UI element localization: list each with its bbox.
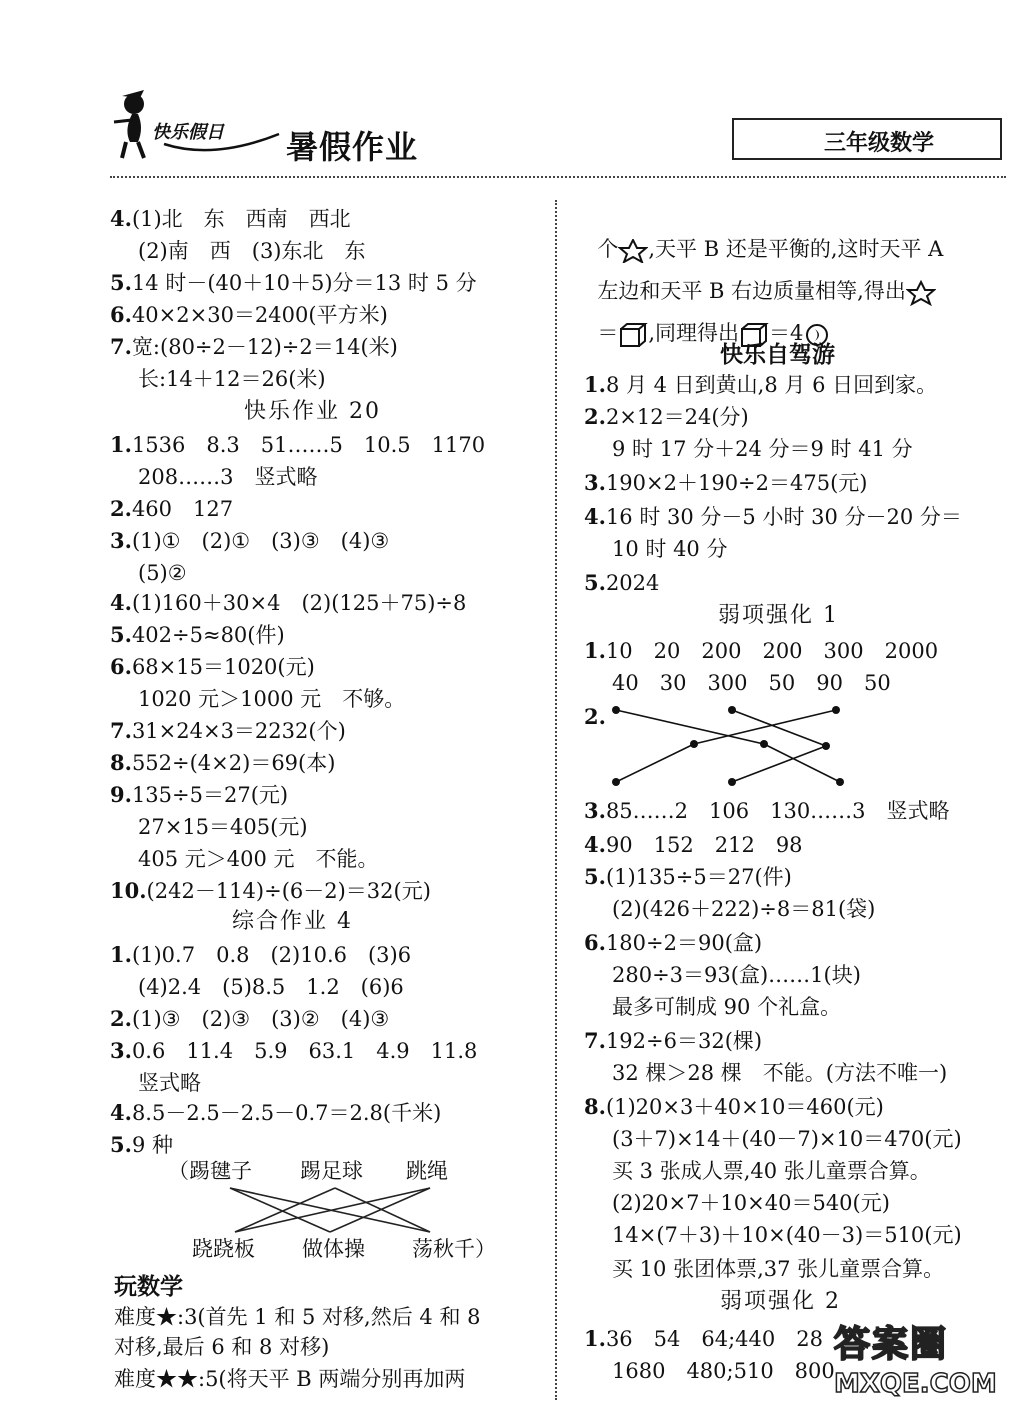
answer-line: (5)② <box>138 561 187 585</box>
answer-line: 40 30 300 50 90 50 <box>612 671 891 695</box>
answer-line: 10 时 40 分 <box>612 537 728 561</box>
section-title: 弱项强化 2 <box>720 1289 841 1314</box>
answer-line <box>110 654 315 680</box>
section-title: 综合作业 4 <box>232 909 353 934</box>
item-number: 1. <box>584 372 606 397</box>
top-item-3: 跳绳 <box>406 1159 448 1183</box>
answer-line <box>584 1028 762 1054</box>
answer-line <box>110 528 389 554</box>
answer-line <box>584 372 937 398</box>
section-title: 弱项强化 1 <box>718 603 839 628</box>
section-title: 快乐作业 20 <box>244 399 381 424</box>
answer-text: 180÷2＝90(盒) <box>605 931 763 955</box>
answer-text: 2024 <box>605 571 660 595</box>
logo-text: 快乐假日 <box>152 122 224 143</box>
answer-text: 68×15＝1020(元) <box>131 655 315 679</box>
answer-line <box>110 1132 173 1158</box>
answer-line: (2)20×7＋10×40＝540(元) <box>612 1191 890 1215</box>
item-number: 3. <box>584 798 606 823</box>
item-number: 1. <box>584 638 606 663</box>
bottom-item-2: 做体操 <box>302 1237 365 1261</box>
answer-text: (1)③ (2)③ (3)② (4)③ <box>131 1007 390 1031</box>
answer-text: 8 月 4 日到黄山,8 月 6 日回到家。 <box>605 373 938 397</box>
answer-line <box>110 496 233 522</box>
answer-text: 402÷5≈80(件) <box>131 623 285 647</box>
answer-text: 10 20 200 200 300 2000 <box>605 639 939 663</box>
item-number: 7. <box>584 1028 606 1053</box>
answer-line <box>110 206 351 232</box>
answer-text: (1)0.7 0.8 (2)10.6 (3)6 <box>131 943 412 967</box>
answer-line <box>110 718 346 744</box>
answer-line <box>110 432 485 458</box>
right-line-3: ＝ ,同理得出 ＝4 <box>584 294 833 348</box>
section-title: 快乐自驾游 <box>720 342 835 368</box>
answer-line: (2)南 西 (3)东北 东 <box>138 239 366 263</box>
watermark-top: 答案圈 <box>834 1324 949 1365</box>
answer-line: 280÷3＝93(盒)……1(块) <box>612 963 861 987</box>
top-item-2: 踢足球 <box>300 1159 363 1183</box>
bottom-item-1: 跷跷板 <box>192 1237 255 1261</box>
answer-line <box>110 302 388 328</box>
answer-text: 40×2×30＝2400(平方米) <box>131 303 388 327</box>
answer-line <box>110 270 477 296</box>
item-number: 2. <box>584 404 606 429</box>
item-number: 7. <box>110 718 132 743</box>
page-title: 暑假作业 <box>286 128 419 166</box>
answer-line <box>584 638 938 664</box>
item-number: 4. <box>110 590 132 615</box>
item-number: 3. <box>110 1038 132 1063</box>
answer-text: (1)北 东 西南 西北 <box>131 207 351 231</box>
item-number: 3. <box>110 528 132 553</box>
answer-line <box>584 864 792 890</box>
item-number: 6. <box>110 302 132 327</box>
answer-line <box>110 942 411 968</box>
answer-line <box>584 570 659 596</box>
answer-line: 9 时 17 分＋24 分＝9 时 41 分 <box>612 437 913 461</box>
item-number: 1. <box>110 432 132 457</box>
answer-line <box>110 782 288 808</box>
answer-line <box>110 334 398 360</box>
answer-text: (1)20×3＋40×10＝460(元) <box>605 1095 884 1119</box>
answer-text: 宽:(80÷2－12)÷2＝14(米) <box>131 335 398 359</box>
item-number: 5. <box>110 1132 132 1157</box>
item-number: 6. <box>110 654 132 679</box>
item-number: 4. <box>584 832 606 857</box>
answer-line: 难度★★:5(将天平 B 两端分别再加两 <box>114 1367 466 1391</box>
watermark-bottom: MXQE.COM <box>834 1369 997 1399</box>
answer-text: 135÷5＝27(元) <box>131 783 289 807</box>
answer-line <box>110 750 335 776</box>
answer-text: 1536 8.3 51……5 10.5 1170 <box>131 433 486 457</box>
item-number: 8. <box>584 1094 606 1119</box>
answer-line <box>584 504 962 530</box>
answer-line <box>110 622 285 648</box>
item-number: 1. <box>110 942 132 967</box>
answer-line <box>584 930 762 956</box>
answer-text: (242－114)÷(6－2)＝32(元) <box>146 879 431 903</box>
answer-line: 对移,最后 6 和 8 对移) <box>114 1335 330 1359</box>
answer-text: 190×2＋190÷2＝475(元) <box>605 471 868 495</box>
answer-line <box>584 404 749 430</box>
answer-line: 1680 480;510 800 <box>612 1359 835 1383</box>
answer-text: (1)160＋30×4 (2)(125＋75)÷8 <box>131 591 467 615</box>
item-number: 1. <box>584 1326 606 1351</box>
answer-line: 难度★:3(首先 1 和 5 对移,然后 4 和 8 <box>114 1305 481 1329</box>
answer-line <box>584 704 606 730</box>
item-number: 5. <box>584 570 606 595</box>
item-number: 9. <box>110 782 132 807</box>
item-number: 5. <box>584 864 606 889</box>
answer-text: 192÷6＝32(棵) <box>605 1029 763 1053</box>
answer-line: 最多可制成 90 个礼盒。 <box>612 995 842 1019</box>
item-number: 5. <box>110 622 132 647</box>
top-item-1: （踢毽子 <box>168 1159 252 1183</box>
answer-line: 405 元＞400 元 不能。 <box>138 847 379 871</box>
answer-line <box>110 1038 477 1064</box>
grade-label: 三年级数学 <box>824 131 935 156</box>
item-number: 2. <box>110 496 132 521</box>
answer-line <box>584 832 803 858</box>
answer-line: 27×15＝405(元) <box>138 815 308 839</box>
item-number: 6. <box>584 930 606 955</box>
item-number: 3. <box>584 470 606 495</box>
answer-line: 14×(7＋3)＋10×(40－3)＝510(元) <box>612 1223 962 1247</box>
answer-text: 2×12＝24(分) <box>605 405 749 429</box>
item-number: 8. <box>110 750 132 775</box>
answer-text: 90 152 212 98 <box>605 833 803 857</box>
answer-text: 9 种 <box>131 1133 173 1157</box>
section-title: 玩数学 <box>114 1274 183 1300</box>
answer-line: (2)(426＋222)÷8＝81(袋) <box>612 897 876 921</box>
answer-line: (4)2.4 (5)8.5 1.2 (6)6 <box>138 975 404 999</box>
answer-text: (1)135÷5＝27(件) <box>605 865 792 889</box>
answer-line <box>584 798 950 824</box>
answer-text: 31×24×3＝2232(个) <box>131 719 346 743</box>
answer-line <box>584 470 867 496</box>
item-number: 7. <box>110 334 132 359</box>
right-line-1: 个 ,天平 B 还是平衡的,这时天平 A <box>597 237 944 261</box>
answer-line: 买 3 张成人票,40 张儿童票合算。 <box>612 1159 931 1183</box>
answer-line <box>584 1326 823 1352</box>
answer-line <box>110 590 466 616</box>
item-number: 10. <box>110 878 147 903</box>
answer-text: 8.5－2.5－2.5－0.7＝2.8(千米) <box>131 1101 442 1125</box>
answer-line: 买 10 张团体票,37 张儿童票合算。 <box>612 1257 945 1281</box>
answer-text: 16 时 30 分－5 小时 30 分－20 分＝ <box>605 505 962 529</box>
right-line-2: 左边和天平 B 右边质量相等,得出 <box>584 252 936 306</box>
answer-line: (3＋7)×14＋(40－7)×10＝470(元) <box>612 1127 962 1151</box>
answer-text: 0.6 11.4 5.9 63.1 4.9 11.8 <box>131 1039 478 1063</box>
answer-line: 1020 元＞1000 元 不够。 <box>138 687 406 711</box>
answer-line: 208……3 竖式略 <box>138 465 318 489</box>
item-number: 4. <box>110 1100 132 1125</box>
answer-line <box>110 1006 389 1032</box>
answer-line <box>110 1100 441 1126</box>
answer-line: 长:14＋12＝26(米) <box>138 367 326 391</box>
item-number: 5. <box>110 270 132 295</box>
item-number: 2. <box>584 704 606 729</box>
answer-text: 552÷(4×2)＝69(本) <box>131 751 336 775</box>
answer-line: 竖式略 <box>138 1071 201 1095</box>
item-number: 4. <box>110 206 132 231</box>
answer-line <box>110 878 431 904</box>
answer-text: (1)① (2)① (3)③ (4)③ <box>131 529 390 553</box>
answer-line: 32 棵＞28 棵 不能。(方法不唯一) <box>612 1061 948 1085</box>
answer-line <box>584 1094 884 1120</box>
answer-text: 14 时－(40＋10＋5)分＝13 时 5 分 <box>131 271 477 295</box>
bottom-item-3: 荡秋千） <box>412 1237 496 1261</box>
item-number: 2. <box>110 1006 132 1031</box>
answer-text: 36 54 64;440 28 <box>605 1327 823 1351</box>
watermark <box>834 1316 1010 1400</box>
item-number: 4. <box>584 504 606 529</box>
answer-text: 460 127 <box>131 497 234 521</box>
answer-text: 85……2 106 130……3 竖式略 <box>605 799 950 823</box>
